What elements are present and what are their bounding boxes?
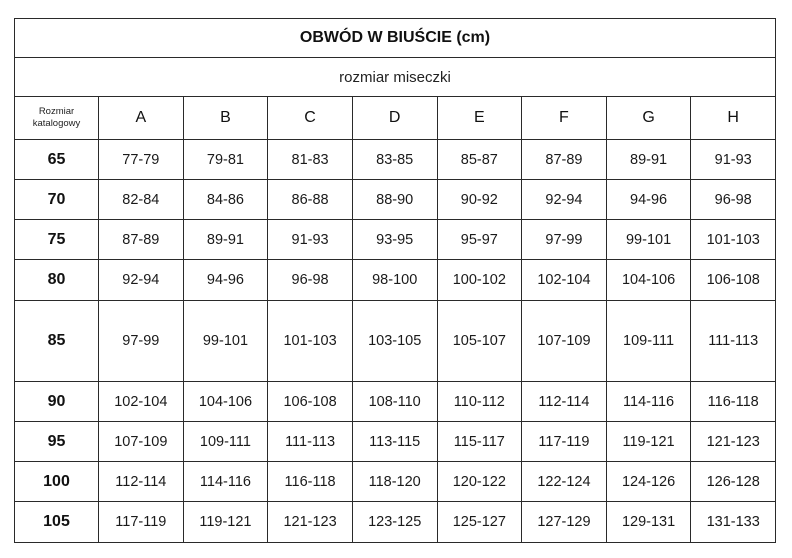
bust-range-cell: 114-116 [606, 382, 691, 422]
bust-range-cell: 120-122 [437, 462, 522, 502]
bust-range-cell: 116-118 [691, 382, 776, 422]
bust-range-cell: 107-109 [522, 301, 607, 382]
bust-range-cell: 91-93 [268, 220, 353, 260]
cup-header: F [522, 97, 607, 140]
corner-label: Rozmiar katalogowy [15, 97, 99, 140]
bust-range-cell: 101-103 [691, 220, 776, 260]
bust-range-cell: 110-112 [437, 382, 522, 422]
band-size-cell: 100 [15, 462, 99, 502]
bust-range-cell: 88-90 [352, 180, 437, 220]
cup-header: D [352, 97, 437, 140]
bust-range-cell: 89-91 [183, 220, 268, 260]
bust-range-cell: 106-108 [691, 260, 776, 301]
bust-range-cell: 115-117 [437, 422, 522, 462]
bust-range-cell: 89-91 [606, 140, 691, 180]
bust-range-cell: 90-92 [437, 180, 522, 220]
bust-range-cell: 108-110 [352, 382, 437, 422]
bust-range-cell: 121-123 [691, 422, 776, 462]
band-size-cell: 80 [15, 260, 99, 301]
bust-range-cell: 124-126 [606, 462, 691, 502]
bust-range-cell: 85-87 [437, 140, 522, 180]
bust-range-cell: 99-101 [183, 301, 268, 382]
bust-range-cell: 81-83 [268, 140, 353, 180]
bust-range-cell: 127-129 [522, 502, 607, 543]
bust-range-cell: 96-98 [691, 180, 776, 220]
table-subtitle: rozmiar miseczki [15, 58, 776, 97]
bust-range-cell: 111-113 [268, 422, 353, 462]
table-row [15, 301, 776, 382]
bust-range-cell: 119-121 [183, 502, 268, 543]
table-row [15, 422, 776, 462]
bust-range-cell: 117-119 [522, 422, 607, 462]
bust-range-cell: 87-89 [99, 220, 184, 260]
bust-range-cell: 100-102 [437, 260, 522, 301]
table-row [15, 462, 776, 502]
bust-range-cell: 79-81 [183, 140, 268, 180]
bust-range-cell: 105-107 [437, 301, 522, 382]
table-row [15, 260, 776, 301]
bust-range-cell: 129-131 [606, 502, 691, 543]
bust-range-cell: 122-124 [522, 462, 607, 502]
bust-range-cell: 102-104 [522, 260, 607, 301]
table-row [15, 180, 776, 220]
bust-range-cell: 114-116 [183, 462, 268, 502]
table-row [15, 140, 776, 180]
band-size-cell: 65 [15, 140, 99, 180]
bust-range-cell: 116-118 [268, 462, 353, 502]
bust-range-cell: 82-84 [99, 180, 184, 220]
cup-header: A [99, 97, 184, 140]
bust-range-cell: 97-99 [99, 301, 184, 382]
bust-range-cell: 95-97 [437, 220, 522, 260]
table-row [15, 502, 776, 543]
table-row [15, 220, 776, 260]
bust-range-cell: 113-115 [352, 422, 437, 462]
bust-range-cell: 111-113 [691, 301, 776, 382]
bust-range-cell: 109-111 [606, 301, 691, 382]
bust-range-cell: 119-121 [606, 422, 691, 462]
table-row [15, 382, 776, 422]
bust-range-cell: 123-125 [352, 502, 437, 543]
bust-range-cell: 94-96 [606, 180, 691, 220]
bust-range-cell: 94-96 [183, 260, 268, 301]
bust-range-cell: 126-128 [691, 462, 776, 502]
bust-range-cell: 84-86 [183, 180, 268, 220]
bust-range-cell: 117-119 [99, 502, 184, 543]
bust-range-cell: 103-105 [352, 301, 437, 382]
cup-header: E [437, 97, 522, 140]
bust-range-cell: 104-106 [606, 260, 691, 301]
subtitle-row [15, 58, 776, 97]
bust-range-cell: 131-133 [691, 502, 776, 543]
bust-range-cell: 98-100 [352, 260, 437, 301]
size-chart-table [14, 18, 776, 543]
bust-range-cell: 83-85 [352, 140, 437, 180]
bust-range-cell: 109-111 [183, 422, 268, 462]
bust-range-cell: 92-94 [522, 180, 607, 220]
bust-range-cell: 118-120 [352, 462, 437, 502]
bust-range-cell: 125-127 [437, 502, 522, 543]
bust-range-cell: 77-79 [99, 140, 184, 180]
cup-header: B [183, 97, 268, 140]
bust-range-cell: 87-89 [522, 140, 607, 180]
table-title: OBWÓD W BIUŚCIE (cm) [15, 19, 776, 58]
title-row [15, 19, 776, 58]
cup-header: H [691, 97, 776, 140]
bust-range-cell: 99-101 [606, 220, 691, 260]
bust-range-cell: 112-114 [522, 382, 607, 422]
bust-range-cell: 112-114 [99, 462, 184, 502]
bust-range-cell: 106-108 [268, 382, 353, 422]
bust-range-cell: 96-98 [268, 260, 353, 301]
band-size-cell: 90 [15, 382, 99, 422]
bust-range-cell: 93-95 [352, 220, 437, 260]
bust-range-cell: 102-104 [99, 382, 184, 422]
cup-header: C [268, 97, 353, 140]
cup-header: G [606, 97, 691, 140]
bust-range-cell: 104-106 [183, 382, 268, 422]
bust-range-cell: 121-123 [268, 502, 353, 543]
band-size-cell: 70 [15, 180, 99, 220]
band-size-cell: 75 [15, 220, 99, 260]
band-size-cell: 85 [15, 301, 99, 382]
bust-range-cell: 92-94 [99, 260, 184, 301]
band-size-cell: 95 [15, 422, 99, 462]
bust-range-cell: 97-99 [522, 220, 607, 260]
header-row [15, 97, 776, 140]
bust-range-cell: 101-103 [268, 301, 353, 382]
band-size-cell: 105 [15, 502, 99, 543]
bust-range-cell: 91-93 [691, 140, 776, 180]
bust-range-cell: 107-109 [99, 422, 184, 462]
bust-range-cell: 86-88 [268, 180, 353, 220]
